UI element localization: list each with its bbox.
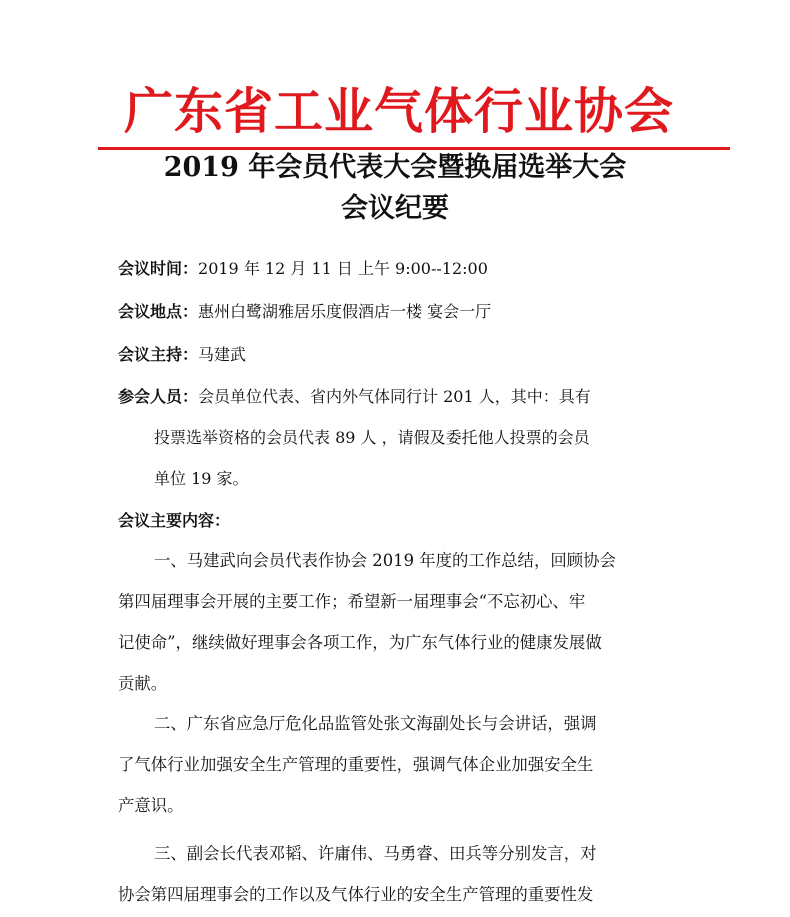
meeting-place-value: 惠州白鹭湖雅居乐度假酒店一楼 宴会一厅	[198, 302, 492, 321]
paragraph-line: 记使命”，继续做好理事会各项工作，为广东气体行业的健康发展做	[118, 633, 602, 652]
organization-title: 广东省工业气体行业协会	[123, 83, 674, 140]
main-content-heading: 会议主要内容：	[118, 511, 231, 530]
meeting-host-value: 马建武	[198, 345, 247, 364]
meeting-place-label: 会议地点：	[118, 302, 199, 321]
paragraph-line: 协会第四届理事会的工作以及气体行业的安全生产管理的重要性发	[118, 885, 594, 904]
paragraph-line: 三、副会长代表邓韬、许庸伟、马勇睿、田兵等分别发言，对	[154, 844, 597, 863]
paragraph-line: 第四届理事会开展的主要工作；希望新一届理事会“不忘初心、牢	[118, 592, 586, 611]
paragraph-line: 了气体行业加强安全生产管理的重要性，强调气体企业加强安全生	[118, 755, 594, 774]
content-paragraph-1	[118, 540, 666, 704]
document-title: 2019 年会员代表大会暨换届选举大会	[163, 152, 627, 183]
meeting-attendees	[118, 376, 666, 499]
attendees-line: 会员单位代表、省内外气体同行计 201 人，其中：具有	[198, 387, 591, 406]
attendees-line: 单位 19 家。	[154, 469, 249, 488]
meeting-place	[118, 291, 666, 332]
document-subtitle: 会议纪要	[341, 193, 449, 224]
paragraph-line: 一、马建武向会员代表作协会 2019 年度的工作总结，回顾协会	[154, 551, 616, 570]
paragraph-line: 二、广东省应急厅危化品监管处张文海副处长与会讲话，强调	[154, 714, 597, 733]
meeting-host-label: 会议主持：	[118, 345, 199, 364]
meeting-time	[118, 248, 666, 289]
paragraph-line: 贡献。	[118, 674, 168, 693]
attendees-label: 参会人员：	[118, 387, 199, 406]
paragraph-line: 产意识。	[118, 796, 184, 815]
meeting-time-value: 2019 年 12 月 11 日 上午 9:00--12:00	[198, 259, 488, 278]
meeting-time-label: 会议时间：	[118, 259, 199, 278]
content-paragraph-3	[118, 833, 666, 915]
content-paragraph-2	[118, 703, 666, 826]
letterhead	[0, 80, 790, 144]
attendees-line: 投票选举资格的会员代表 89 人 ，请假及委托他人投票的会员	[154, 428, 590, 447]
meeting-host	[118, 334, 666, 375]
